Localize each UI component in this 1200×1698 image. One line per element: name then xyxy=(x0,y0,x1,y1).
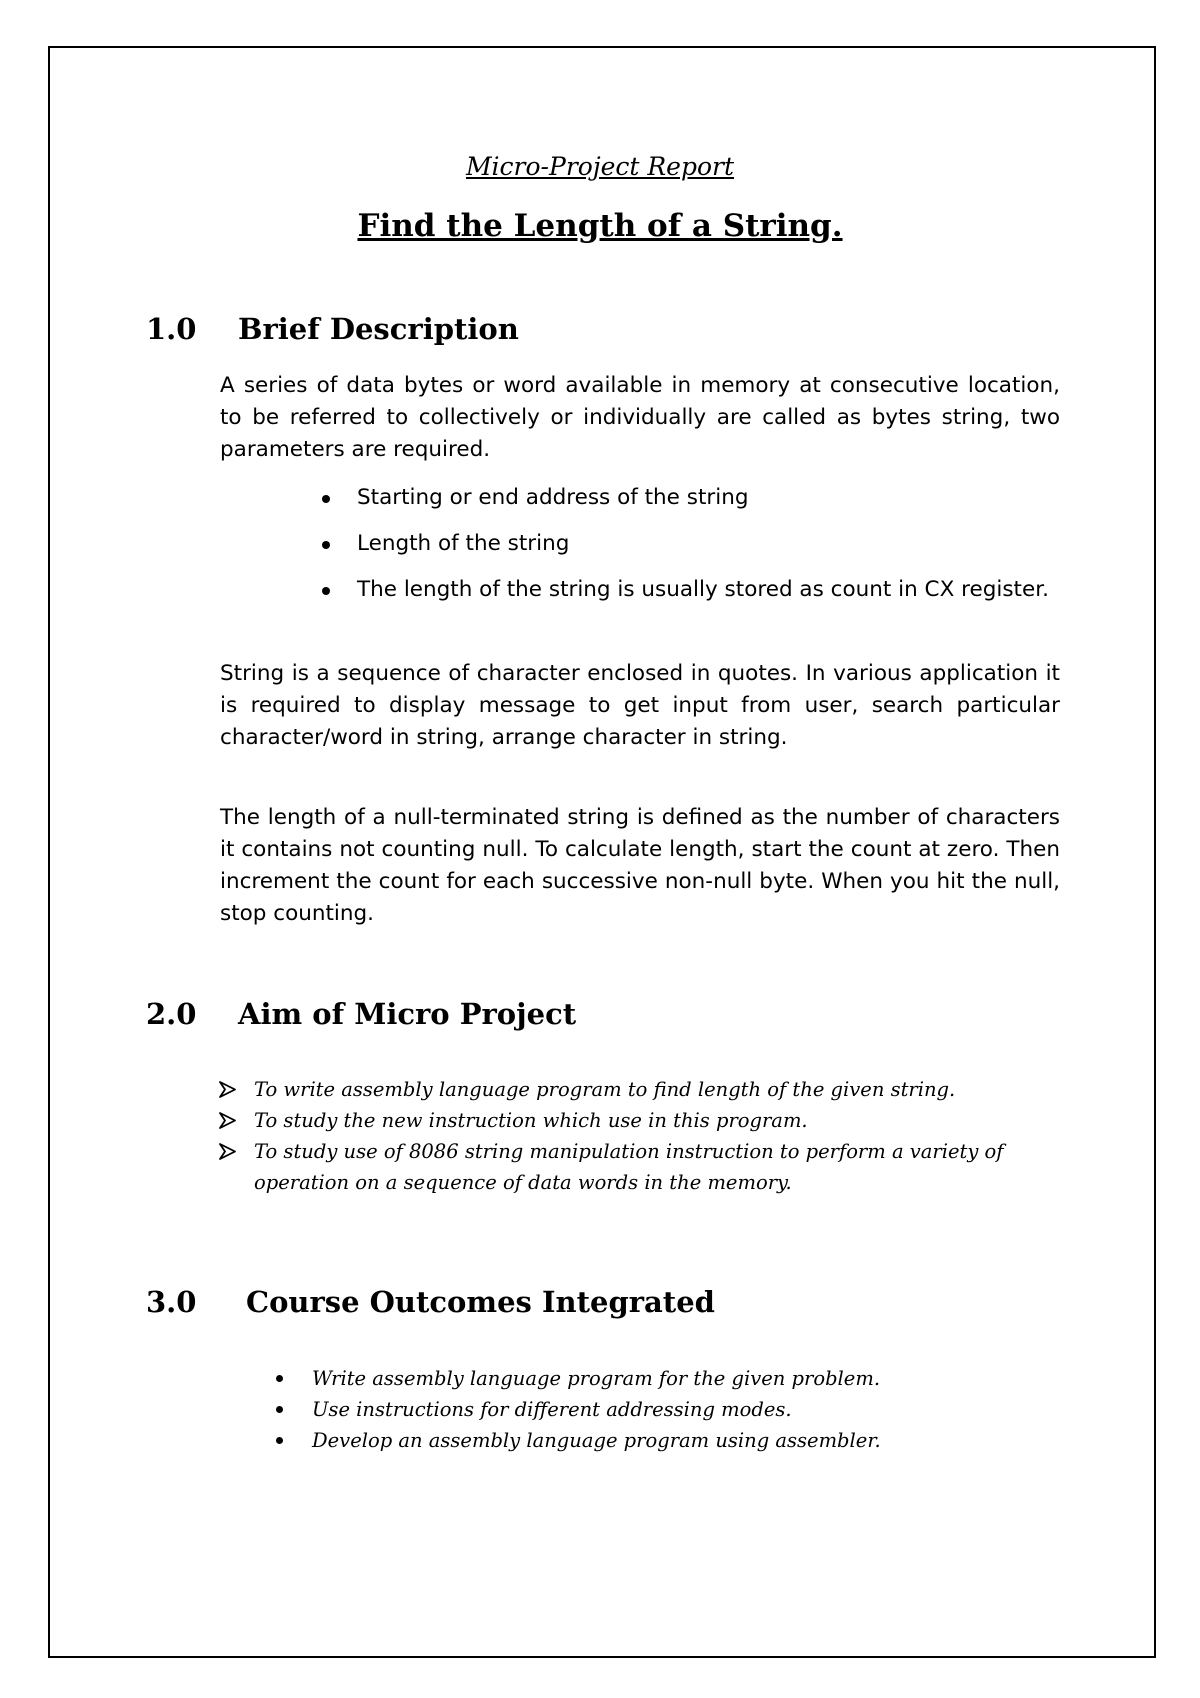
list-item: To study use of 8086 string manipulation instruction to perform a variety of operation on a sequence of data words in the memory. xyxy=(218,1136,1058,1198)
list-item: Use instructions for different addressing modes. xyxy=(276,1394,1066,1425)
arrow-bullet-icon xyxy=(218,1105,238,1136)
list-item: The length of the string is usually stored as count in CX register. xyxy=(322,574,1060,606)
bullet-icon xyxy=(276,1375,283,1382)
section-title-course-outcomes: Course Outcomes Integrated xyxy=(246,1285,715,1319)
report-subtitle: Micro-Project Report xyxy=(465,152,735,181)
list-item: To study the new instruction which use in this program. xyxy=(218,1105,1058,1136)
list-item: Length of the string xyxy=(322,528,1060,560)
paragraph-string-definition: String is a sequence of character enclosed in quotes. In various application it is required to display message to get input from user, search particular character/word in string, arrange character in string. xyxy=(220,661,1060,750)
section-number-3: 3.0 xyxy=(146,1285,197,1319)
paragraph-intro: A series of data bytes or word available in memory at consecutive location, to be referred to collectively or individually are called as bytes string, two parameters are required. xyxy=(220,373,1060,462)
section-number-2: 2.0 xyxy=(146,997,197,1031)
course-outcomes-list xyxy=(276,1363,1066,1456)
section-title-aim: Aim of Micro Project xyxy=(238,997,577,1031)
bullet-icon xyxy=(322,587,330,595)
section-number-1: 1.0 xyxy=(146,312,197,346)
arrow-bullet-icon xyxy=(218,1136,238,1167)
arrow-bullet-icon xyxy=(218,1074,238,1105)
bullet-icon xyxy=(322,541,330,549)
section-title-brief-description: Brief Description xyxy=(238,312,519,346)
list-item: Starting or end address of the string xyxy=(322,482,1060,514)
bullet-icon xyxy=(276,1406,283,1413)
list-item: Develop an assembly language program using assembler. xyxy=(276,1425,1066,1456)
list-item: Write assembly language program for the given problem. xyxy=(276,1363,1066,1394)
list-item: To write assembly language program to find length of the given string. xyxy=(218,1074,1058,1105)
paragraph-null-terminated: The length of a null-terminated string is defined as the number of characters it contains not counting null. To calculate length, start the count at zero. Then increment the count for each successive non-null byte. When you hit the null, stop counting. xyxy=(220,805,1060,926)
aim-list xyxy=(218,1074,1058,1198)
requirements-list xyxy=(322,482,1060,620)
report-title: Find the Length of a String. xyxy=(357,208,843,244)
bullet-icon xyxy=(322,495,330,503)
bullet-icon xyxy=(276,1437,283,1444)
